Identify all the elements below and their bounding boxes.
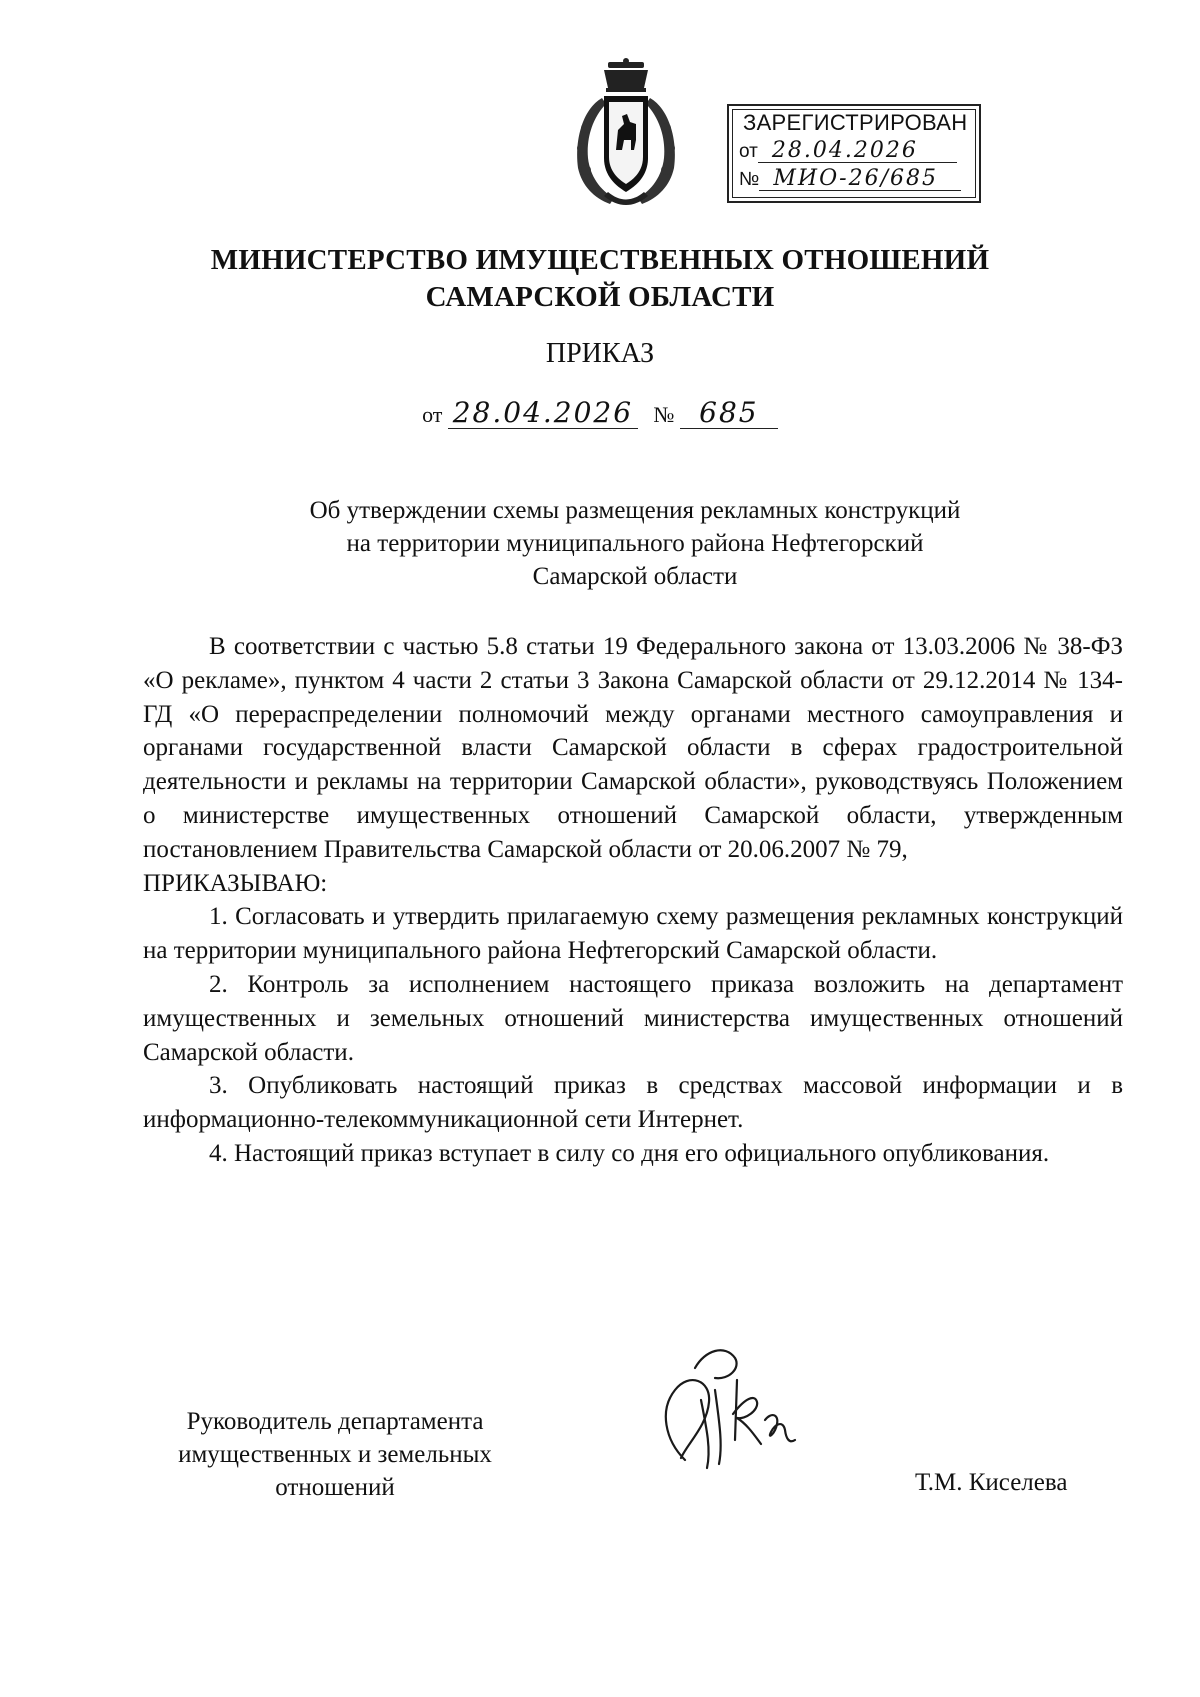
order-item-1: 1. Согласовать и утвердить прилагаемую схему размещения рекламных конструкций на территории муниципального района Нефтегорский Самарской области. <box>143 903 1123 965</box>
signer-position-line-3: отношений <box>275 1474 395 1501</box>
order-number-prefix: № <box>653 402 675 427</box>
registration-stamp <box>727 104 981 203</box>
signer-position-line-2: имущественных и земельных <box>178 1441 492 1468</box>
stamp-date-prefix: от <box>739 141 758 162</box>
ministry-line-1: МИНИСТЕРСТВО ИМУЩЕСТВЕННЫХ ОТНОШЕНИЙ <box>210 244 990 276</box>
stamp-title: ЗАРЕГИСТРИРОВАН <box>743 110 968 135</box>
stamp-number-row <box>739 168 961 191</box>
order-item-3: 3. Опубликовать настоящий приказ в средствах массовой информации и в информационно-телекоммуникационной сети Интернет. <box>143 1072 1123 1134</box>
order-number-value: 685 <box>680 398 778 429</box>
preamble-paragraph: В соответствии с частью 5.8 статьи 19 Федерального закона от 13.03.2006 № 38-ФЗ «О рекламе», пунктом 4 части 2 статьи 3 Закона Самарской области от 29.12.2014 № 134-ГД «О перераспределении полномочий между органами местного самоуправления и органами государственной власти Самарской области в сферах градостроительной деятельности и рекламы на территории Самарской области», руководствуясь Положением о министерстве имущественных отношений Самарской области, утвержденным постановлением Правительства Самарской области от 20.06.2007 № 79, <box>143 633 1123 863</box>
document-subject <box>240 494 1030 593</box>
ministry-heading <box>0 242 1200 316</box>
stamp-date-row <box>739 140 957 163</box>
order-date-value: 28.04.2026 <box>448 398 638 429</box>
document-body <box>143 630 1123 1171</box>
signer-name: Т.М. Киселева <box>915 1469 1068 1496</box>
stamp-number-value: МИО-26/685 <box>759 168 961 191</box>
order-date-prefix: от <box>422 402 443 427</box>
document-type: ПРИКАЗ <box>545 338 655 369</box>
coat-of-arms-icon <box>564 58 688 208</box>
order-item-2: 2. Контроль за исполнением настоящего приказа возложить на департамент имущественных и земельных отношений министерства имущественных отношений Самарской области. <box>143 970 1123 1066</box>
stamp-date-value: 28.04.2026 <box>758 140 957 163</box>
ministry-line-2: САМАРСКОЙ ОБЛАСТИ <box>425 281 775 313</box>
subject-line-1: Об утверждении схемы размещения рекламных конструкций <box>309 497 961 524</box>
subject-line-2: на территории муниципального района Нефтегорский <box>346 530 924 557</box>
handwritten-signature-icon <box>645 1340 835 1475</box>
signer-position <box>150 1405 520 1504</box>
signer-position-line-1: Руководитель департамента <box>186 1408 484 1435</box>
order-word: ПРИКАЗЫВАЮ: <box>143 869 328 897</box>
subject-line-3: Самарской области <box>532 563 738 590</box>
order-date-number <box>0 398 1200 429</box>
order-item-4: 4. Настоящий приказ вступает в силу со дня его официального опубликования. <box>209 1139 1050 1167</box>
stamp-number-prefix: № <box>739 169 760 190</box>
